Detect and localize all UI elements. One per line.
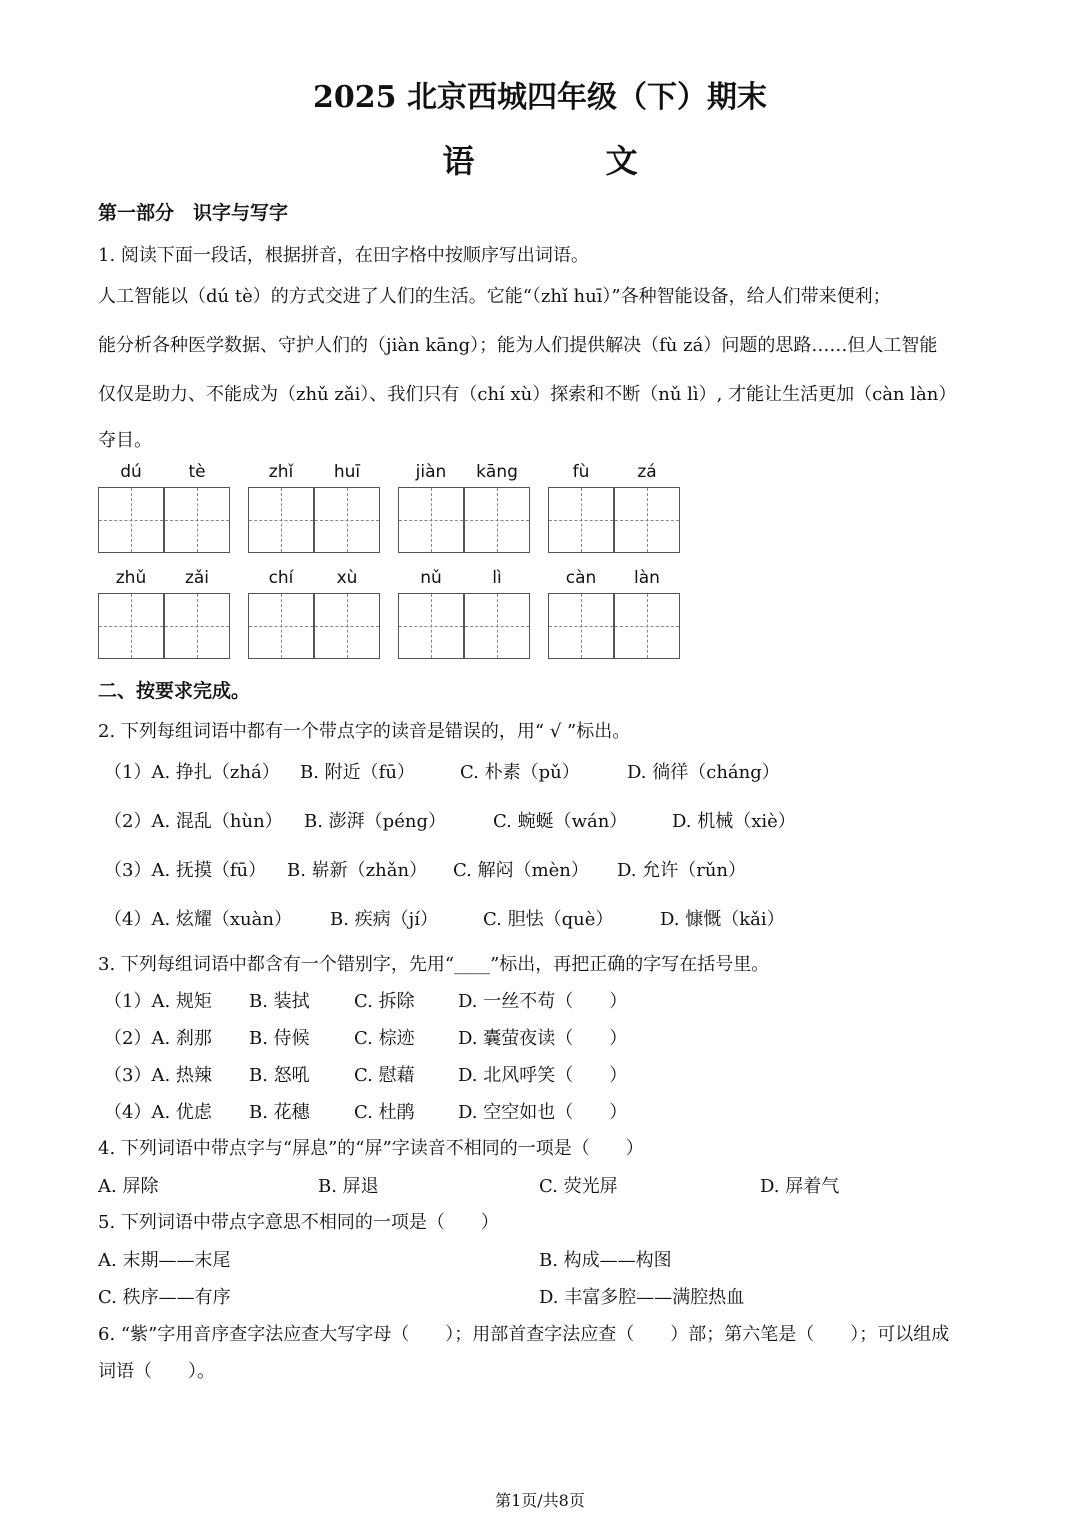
- tianzige-cell[interactable]: [398, 487, 464, 553]
- grid-pinyin: xù: [336, 568, 358, 588]
- grid-guide-v: [581, 488, 582, 552]
- q4-option-c[interactable]: C. 荧光屏: [539, 1176, 618, 1197]
- q3-option[interactable]: B. 侍候: [249, 1028, 310, 1049]
- grid-guide-v: [581, 594, 582, 658]
- q5-option-b[interactable]: B. 构成——构图: [539, 1250, 672, 1271]
- grid-pinyin: kāng: [476, 462, 518, 482]
- subject-title: 语 文: [442, 142, 698, 180]
- grid-guide-v: [497, 594, 498, 658]
- grid-pinyin: fù: [572, 462, 590, 482]
- part2-heading: 二、按要求完成。: [98, 680, 251, 702]
- q1-line-1: 人工智能以（dú tè）的方式交进了人们的生活。它能“（zhǐ huī）”各种智能设备，给人们带来便利；: [98, 286, 891, 307]
- q4-prompt: 4. 下列词语中带点字与“屏息”的“屏”字读音不相同的一项是（ ）: [98, 1138, 644, 1159]
- grid-guide-v: [347, 594, 348, 658]
- q3-option[interactable]: D. 空空如也（ ）: [458, 1102, 628, 1123]
- q3-option[interactable]: C. 棕迹: [354, 1028, 415, 1049]
- q2-option[interactable]: B. 澎湃（péng）: [304, 811, 446, 832]
- q4-option-b[interactable]: B. 屏退: [318, 1176, 379, 1197]
- q3-option[interactable]: B. 装拭: [249, 991, 310, 1012]
- q5-option-d[interactable]: D. 丰富多腔——满腔热血: [539, 1287, 745, 1308]
- q2-option[interactable]: C. 朴素（pǔ）: [460, 762, 580, 783]
- q2-prompt: 2. 下列每组词语中都有一个带点字的读音是错误的，用“ √ ”标出。: [98, 721, 631, 742]
- tianzige-cell[interactable]: [464, 487, 530, 553]
- grid-guide-v: [131, 488, 132, 552]
- q6-line-1: 6. “紫”字用音序查字法应查大写字母（ ）；用部首查字法应查（ ）部；第六笔是（ ）；可以组成: [98, 1324, 950, 1345]
- q2-option[interactable]: （4）A. 炫耀（xuàn）: [104, 909, 292, 930]
- grid-pinyin: dú: [120, 462, 142, 482]
- q3-option[interactable]: B. 怒吼: [249, 1065, 310, 1086]
- page-footer: 第1页/共8页: [495, 1491, 585, 1510]
- grid-pinyin: nǔ: [420, 568, 442, 588]
- q5-option-a[interactable]: A. 末期——末尾: [98, 1250, 231, 1271]
- grid-guide-v: [281, 488, 282, 552]
- q5-option-c[interactable]: C. 秩序——有序: [98, 1287, 231, 1308]
- tianzige-cell[interactable]: [614, 593, 680, 659]
- grid-guide-v: [647, 594, 648, 658]
- q4-option-a[interactable]: A. 屏除: [98, 1176, 159, 1197]
- grid-guide-v: [497, 488, 498, 552]
- grid-pinyin: huī: [333, 462, 361, 482]
- q2-option[interactable]: C. 胆怯（què）: [483, 909, 614, 930]
- q3-option[interactable]: D. 囊萤夜读（ ）: [458, 1028, 628, 1049]
- q3-option[interactable]: （3）A. 热辣: [104, 1065, 212, 1086]
- grid-guide-v: [281, 594, 282, 658]
- q2-option[interactable]: D. 机械（xiè）: [672, 811, 796, 832]
- q3-option[interactable]: B. 花穗: [249, 1102, 310, 1123]
- tianzige-cell[interactable]: [248, 487, 314, 553]
- q3-option[interactable]: C. 慰藉: [354, 1065, 415, 1086]
- q1-prompt: 1. 阅读下面一段话，根据拼音，在田字格中按顺序写出词语。: [98, 245, 589, 266]
- grid-pinyin: chí: [268, 568, 294, 588]
- grid-guide-v: [431, 594, 432, 658]
- grid-guide-v: [131, 594, 132, 658]
- q3-option[interactable]: D. 一丝不苟（ ）: [458, 991, 628, 1012]
- q2-option[interactable]: D. 允许（rǔn）: [617, 860, 747, 881]
- grid-pinyin: zhǔ: [115, 568, 147, 588]
- tianzige-cell[interactable]: [164, 593, 230, 659]
- q2-option[interactable]: B. 附近（fū）: [300, 762, 415, 783]
- q1-line-2: 能分析各种医学数据、守护人们的（jiàn kāng）；能为人们提供解决（fù zá）问题的思路……但人工智能: [98, 335, 938, 356]
- q2-option[interactable]: D. 徜徉（cháng）: [627, 762, 780, 783]
- grid-pinyin: lì: [492, 568, 502, 588]
- tianzige-cell[interactable]: [398, 593, 464, 659]
- grid-pinyin: zhǐ: [268, 462, 294, 482]
- q6-line-2: 词语（ ）。: [98, 1361, 215, 1382]
- exam-title: 2025 北京西城四年级（下）期末: [313, 80, 767, 115]
- grid-pinyin: tè: [188, 462, 206, 482]
- q3-option[interactable]: （4）A. 优虑: [104, 1102, 212, 1123]
- q2-option[interactable]: C. 解闷（mèn）: [453, 860, 589, 881]
- q3-option[interactable]: （1）A. 规矩: [104, 991, 212, 1012]
- tianzige-cell[interactable]: [164, 487, 230, 553]
- tianzige-cell[interactable]: [314, 487, 380, 553]
- q1-line-3: 仅仅是助力、不能成为（zhǔ zǎi）、我们只有（chí xù）探索和不断（nǔ lì）, 才能让生活更加（càn làn）: [98, 384, 957, 405]
- grid-guide-v: [197, 594, 198, 658]
- q2-option[interactable]: B. 崭新（zhǎn）: [287, 860, 428, 881]
- grid-guide-v: [197, 488, 198, 552]
- q3-prompt: 3. 下列每组词语中都含有一个错别字，先用“____”标出，再把正确的字写在括号里。: [98, 954, 770, 975]
- grid-guide-v: [647, 488, 648, 552]
- tianzige-cell[interactable]: [548, 593, 614, 659]
- q3-option[interactable]: （2）A. 刹那: [104, 1028, 212, 1049]
- q3-option[interactable]: C. 杜鹃: [354, 1102, 415, 1123]
- tianzige-cell[interactable]: [248, 593, 314, 659]
- q2-option[interactable]: D. 慷慨（kǎi）: [660, 909, 785, 930]
- tianzige-cell[interactable]: [548, 487, 614, 553]
- tianzige-cell[interactable]: [314, 593, 380, 659]
- q3-option[interactable]: D. 北风呼笑（ ）: [458, 1065, 628, 1086]
- q3-option[interactable]: C. 拆除: [354, 991, 415, 1012]
- q2-option[interactable]: （1）A. 挣扎（zhá）: [104, 762, 280, 783]
- grid-pinyin: làn: [634, 568, 660, 588]
- q2-option[interactable]: B. 疾病（jí）: [330, 909, 439, 930]
- tianzige-cell[interactable]: [98, 593, 164, 659]
- q2-option[interactable]: （2）A. 混乱（hùn）: [104, 811, 283, 832]
- grid-pinyin: zǎi: [184, 568, 210, 588]
- q5-prompt: 5. 下列词语中带点字意思不相同的一项是（ ）: [98, 1212, 499, 1233]
- q2-option[interactable]: （3）A. 抚摸（fū）: [104, 860, 267, 881]
- grid-pinyin: zá: [637, 462, 657, 482]
- grid-pinyin: jiàn: [415, 462, 447, 482]
- q4-option-d[interactable]: D. 屏着气: [760, 1176, 840, 1197]
- tianzige-cell[interactable]: [614, 487, 680, 553]
- q1-line-4: 夺目。: [98, 430, 152, 451]
- tianzige-cell[interactable]: [464, 593, 530, 659]
- grid-guide-v: [431, 488, 432, 552]
- grid-pinyin: càn: [565, 568, 597, 588]
- part1-heading: 第一部分 识字与写字: [98, 202, 289, 224]
- tianzige-cell[interactable]: [98, 487, 164, 553]
- q2-option[interactable]: C. 蜿蜒（wán）: [493, 811, 628, 832]
- grid-guide-v: [347, 488, 348, 552]
